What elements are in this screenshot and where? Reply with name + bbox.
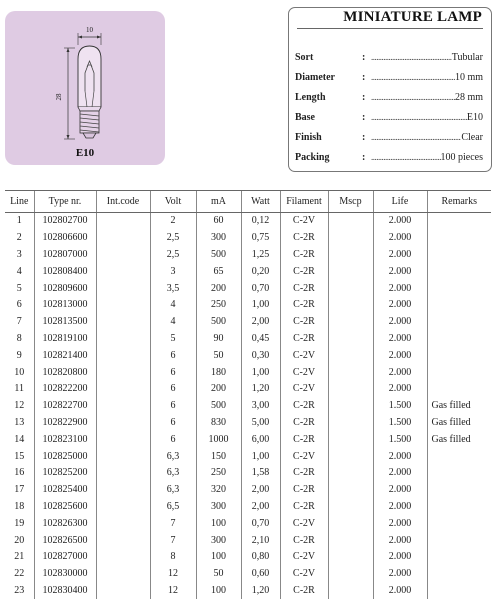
cell-line: 17 — [14, 484, 25, 496]
cell-int-code — [96, 448, 150, 465]
cell-type-nr: 102807000 — [34, 247, 96, 264]
cell-filament: C-2R — [280, 415, 328, 432]
cell-int-code — [96, 263, 150, 280]
cell-mscp — [328, 532, 373, 549]
table-row — [5, 247, 491, 264]
spec-key: Base — [295, 112, 315, 123]
cell-type-nr: 102813000 — [34, 297, 96, 314]
cell-mscp — [328, 415, 373, 432]
cell-ma: 300 — [196, 532, 241, 549]
cell-mscp — [328, 431, 373, 448]
cell-line: 12 — [14, 400, 25, 412]
cell-line: 7 — [16, 316, 22, 328]
cell-type-nr: 102825600 — [34, 499, 96, 516]
cell-mscp — [328, 297, 373, 314]
cell-life: 2.000 — [373, 314, 427, 331]
cell-volt: 3 — [150, 263, 196, 280]
cell-remarks — [427, 247, 491, 264]
spec-value: 100 pieces — [440, 152, 483, 163]
cell-remarks — [427, 448, 491, 465]
cell-mscp — [328, 515, 373, 532]
title-divider — [297, 28, 483, 29]
cell-mscp — [328, 499, 373, 516]
table-row — [5, 583, 491, 600]
cell-volt: 4 — [150, 314, 196, 331]
cell-watt: 2,00 — [241, 499, 280, 516]
cell-volt: 6 — [150, 398, 196, 415]
cell-watt: 0,75 — [241, 230, 280, 247]
table-row — [5, 549, 491, 566]
spec-row-sort: Sort : ..... Tubular — [295, 52, 483, 66]
cell-life: 1.500 — [373, 431, 427, 448]
cell-life: 2.000 — [373, 247, 427, 264]
cell-mscp — [328, 566, 373, 583]
cell-remarks — [427, 331, 491, 348]
cell-remarks — [427, 297, 491, 314]
cell-life: 2.000 — [373, 381, 427, 398]
cell-watt: 1,00 — [241, 297, 280, 314]
cell-life: 2.000 — [373, 566, 427, 583]
cell-line: 22 — [14, 568, 25, 580]
base-type-label: E10 — [75, 147, 95, 159]
cell-filament: C-2V — [280, 448, 328, 465]
cell-line: 15 — [14, 450, 25, 462]
cell-int-code — [96, 482, 150, 499]
product-title: MINIATURE LAMP — [343, 9, 482, 25]
cell-line: 19 — [14, 517, 25, 529]
column-header: Life — [373, 191, 427, 213]
cell-watt: 1,00 — [241, 448, 280, 465]
cell-life: 2.000 — [373, 263, 427, 280]
cell-volt: 3,5 — [150, 280, 196, 297]
spec-value: 10 mm — [454, 72, 483, 83]
cell-type-nr: 102822700 — [34, 398, 96, 415]
column-header: Volt — [150, 191, 196, 213]
table-row — [5, 398, 491, 415]
cell-ma: 500 — [196, 398, 241, 415]
cell-volt: 2,5 — [150, 247, 196, 264]
cell-remarks: Gas filled — [427, 415, 491, 432]
cell-volt: 2,5 — [150, 230, 196, 247]
cell-filament: C-2R — [280, 297, 328, 314]
spec-row-diameter: Diameter : ..... 10 mm — [295, 72, 483, 86]
cell-mscp — [328, 213, 373, 230]
column-header: Watt — [241, 191, 280, 213]
cell-int-code — [96, 381, 150, 398]
cell-remarks — [427, 347, 491, 364]
width-dimension: 10 — [86, 26, 93, 34]
cell-filament: C-2V — [280, 566, 328, 583]
spec-value: Tubular — [451, 52, 483, 63]
spec-key: Length — [295, 92, 326, 103]
cell-mscp — [328, 448, 373, 465]
cell-line: 1 — [16, 215, 22, 227]
cell-filament: C-2R — [280, 431, 328, 448]
table-row — [5, 347, 491, 364]
cell-volt: 8 — [150, 549, 196, 566]
cell-watt: 5,00 — [241, 415, 280, 432]
cell-life: 2.000 — [373, 549, 427, 566]
cell-line: 23 — [14, 584, 25, 596]
cell-volt: 6,3 — [150, 482, 196, 499]
cell-mscp — [328, 280, 373, 297]
cell-line: 4 — [16, 265, 22, 277]
cell-volt: 6,3 — [150, 465, 196, 482]
cell-ma: 830 — [196, 415, 241, 432]
cell-volt: 7 — [150, 515, 196, 532]
cell-int-code — [96, 465, 150, 482]
cell-filament: C-2R — [280, 398, 328, 415]
cell-life: 2.000 — [373, 230, 427, 247]
cell-remarks — [427, 314, 491, 331]
cell-filament: C-2R — [280, 247, 328, 264]
cell-volt: 4 — [150, 297, 196, 314]
cell-ma: 90 — [196, 331, 241, 348]
table-row — [5, 297, 491, 314]
cell-int-code — [96, 213, 150, 230]
spec-row-length: Length : ..... 28 mm — [295, 92, 483, 106]
cell-filament: C-2R — [280, 583, 328, 600]
cell-line: 9 — [16, 349, 22, 361]
cell-volt: 6,5 — [150, 499, 196, 516]
cell-type-nr: 102821400 — [34, 347, 96, 364]
cell-ma: 65 — [196, 263, 241, 280]
cell-remarks — [427, 549, 491, 566]
table-row — [5, 515, 491, 532]
cell-volt: 6 — [150, 415, 196, 432]
cell-volt: 6 — [150, 381, 196, 398]
cell-filament: C-2R — [280, 482, 328, 499]
cell-type-nr: 102822900 — [34, 415, 96, 432]
table-row — [5, 448, 491, 465]
cell-life: 2.000 — [373, 499, 427, 516]
cell-int-code — [96, 583, 150, 600]
cell-life: 2.000 — [373, 448, 427, 465]
cell-watt: 0,20 — [241, 263, 280, 280]
cell-ma: 180 — [196, 364, 241, 381]
cell-watt: 6,00 — [241, 431, 280, 448]
cell-type-nr: 102802700 — [34, 213, 96, 230]
cell-life: 2.000 — [373, 280, 427, 297]
cell-type-nr: 102830400 — [34, 583, 96, 600]
cell-int-code — [96, 247, 150, 264]
cell-type-nr: 102823100 — [34, 431, 96, 448]
cell-filament: C-2R — [280, 465, 328, 482]
cell-line: 14 — [14, 433, 25, 445]
cell-ma: 150 — [196, 448, 241, 465]
cell-remarks — [427, 515, 491, 532]
cell-watt: 0,70 — [241, 515, 280, 532]
spec-key: Finish — [295, 132, 322, 143]
cell-watt: 0,70 — [241, 280, 280, 297]
cell-line: 3 — [16, 248, 22, 260]
cell-life: 2.000 — [373, 347, 427, 364]
cell-remarks — [427, 381, 491, 398]
cell-mscp — [328, 314, 373, 331]
cell-filament: C-2V — [280, 549, 328, 566]
cell-type-nr: 102819100 — [34, 331, 96, 348]
column-header: Mscp — [328, 191, 373, 213]
cell-remarks — [427, 364, 491, 381]
cell-filament: C-2R — [280, 230, 328, 247]
cell-int-code — [96, 549, 150, 566]
cell-ma: 300 — [196, 230, 241, 247]
table-row — [5, 230, 491, 247]
table-row — [5, 213, 491, 230]
cell-int-code — [96, 398, 150, 415]
cell-volt: 6,3 — [150, 448, 196, 465]
cell-ma: 100 — [196, 515, 241, 532]
cell-type-nr: 102827000 — [34, 549, 96, 566]
cell-watt: 0,45 — [241, 331, 280, 348]
table-body — [5, 213, 491, 600]
cell-ma: 250 — [196, 465, 241, 482]
cell-mscp — [328, 381, 373, 398]
cell-line: 5 — [16, 282, 22, 294]
table-row — [5, 482, 491, 499]
cell-line: 21 — [14, 551, 25, 563]
cell-remarks — [427, 213, 491, 230]
cell-ma: 500 — [196, 247, 241, 264]
spec-value: E10 — [466, 112, 483, 123]
spec-row-packing: Packing : ..... 100 pieces — [295, 152, 483, 166]
spec-card — [288, 7, 492, 172]
cell-watt: 2,00 — [241, 314, 280, 331]
cell-int-code — [96, 566, 150, 583]
spec-key: Diameter — [295, 72, 335, 83]
cell-life: 2.000 — [373, 532, 427, 549]
cell-filament: C-2V — [280, 347, 328, 364]
cell-type-nr: 102809600 — [34, 280, 96, 297]
cell-volt: 6 — [150, 431, 196, 448]
cell-remarks: Gas filled — [427, 398, 491, 415]
cell-life: 2.000 — [373, 331, 427, 348]
cell-line: 20 — [14, 534, 25, 546]
cell-filament: C-2R — [280, 331, 328, 348]
height-dimension: 28 — [55, 93, 63, 101]
cell-int-code — [96, 431, 150, 448]
cell-watt: 0,30 — [241, 347, 280, 364]
cell-int-code — [96, 331, 150, 348]
cell-type-nr: 102826500 — [34, 532, 96, 549]
cell-remarks — [427, 263, 491, 280]
cell-ma: 200 — [196, 381, 241, 398]
cell-type-nr: 102813500 — [34, 314, 96, 331]
cell-watt: 2,10 — [241, 532, 280, 549]
cell-remarks: Gas filled — [427, 431, 491, 448]
cell-mscp — [328, 247, 373, 264]
spec-value: Clear — [461, 132, 483, 143]
cell-type-nr: 102830000 — [34, 566, 96, 583]
cell-volt: 6 — [150, 347, 196, 364]
cell-ma: 100 — [196, 549, 241, 566]
cell-int-code — [96, 515, 150, 532]
cell-volt: 5 — [150, 331, 196, 348]
cell-remarks — [427, 566, 491, 583]
cell-filament: C-2R — [280, 499, 328, 516]
cell-watt: 1,20 — [241, 381, 280, 398]
table-row — [5, 465, 491, 482]
cell-mscp — [328, 263, 373, 280]
table-row — [5, 331, 491, 348]
cell-volt: 12 — [150, 566, 196, 583]
cell-filament: C-2R — [280, 532, 328, 549]
cell-life: 2.000 — [373, 465, 427, 482]
lamp-diagram-panel — [5, 11, 165, 165]
cell-line: 6 — [16, 299, 22, 311]
cell-ma: 320 — [196, 482, 241, 499]
cell-remarks — [427, 583, 491, 600]
lamp-specs-table — [5, 190, 491, 599]
table-row — [5, 280, 491, 297]
table-header-row — [5, 191, 491, 213]
spec-row-base: Base : ..... E10 — [295, 112, 483, 126]
cell-remarks — [427, 499, 491, 516]
table-row — [5, 364, 491, 381]
cell-filament: C-2R — [280, 263, 328, 280]
cell-ma: 500 — [196, 314, 241, 331]
cell-filament: C-2V — [280, 364, 328, 381]
cell-life: 1.500 — [373, 398, 427, 415]
table-row — [5, 499, 491, 516]
cell-remarks — [427, 532, 491, 549]
cell-line: 10 — [14, 366, 25, 378]
column-header: mA — [196, 191, 241, 213]
cell-line: 11 — [14, 383, 25, 395]
cell-ma: 300 — [196, 499, 241, 516]
cell-watt: 3,00 — [241, 398, 280, 415]
cell-watt: 0,12 — [241, 213, 280, 230]
spec-row-finish: Finish : ..... Clear — [295, 132, 483, 146]
cell-mscp — [328, 583, 373, 600]
cell-line: 13 — [14, 416, 25, 428]
cell-ma: 1000 — [196, 431, 241, 448]
cell-int-code — [96, 499, 150, 516]
cell-filament: C-2V — [280, 213, 328, 230]
cell-int-code — [96, 347, 150, 364]
cell-ma: 50 — [196, 566, 241, 583]
cell-life: 2.000 — [373, 213, 427, 230]
cell-watt: 1,58 — [241, 465, 280, 482]
cell-ma: 60 — [196, 213, 241, 230]
cell-filament: C-2V — [280, 381, 328, 398]
cell-int-code — [96, 364, 150, 381]
cell-watt: 1,20 — [241, 583, 280, 600]
cell-int-code — [96, 314, 150, 331]
cell-mscp — [328, 331, 373, 348]
cell-int-code — [96, 280, 150, 297]
cell-line: 2 — [16, 232, 22, 244]
cell-life: 2.000 — [373, 297, 427, 314]
cell-life: 2.000 — [373, 364, 427, 381]
cell-watt: 1,25 — [241, 247, 280, 264]
table-row — [5, 381, 491, 398]
cell-life: 2.000 — [373, 583, 427, 600]
cell-mscp — [328, 230, 373, 247]
column-header: Type nr. — [34, 191, 96, 213]
cell-line: 16 — [14, 467, 25, 479]
cell-watt: 0,60 — [241, 566, 280, 583]
column-header: Line — [5, 191, 34, 213]
table-row — [5, 415, 491, 432]
column-header: Int.code — [96, 191, 150, 213]
cell-ma: 100 — [196, 583, 241, 600]
cell-mscp — [328, 364, 373, 381]
cell-remarks — [427, 482, 491, 499]
spec-key: Packing — [295, 152, 330, 163]
cell-type-nr: 102825400 — [34, 482, 96, 499]
table-row — [5, 263, 491, 280]
table-row — [5, 566, 491, 583]
cell-filament: C-2R — [280, 314, 328, 331]
cell-type-nr: 102808400 — [34, 263, 96, 280]
cell-filament: C-2R — [280, 280, 328, 297]
table-row — [5, 532, 491, 549]
cell-life: 1.500 — [373, 415, 427, 432]
cell-ma: 200 — [196, 280, 241, 297]
cell-mscp — [328, 549, 373, 566]
cell-watt: 2,00 — [241, 482, 280, 499]
cell-volt: 12 — [150, 583, 196, 600]
table-row — [5, 314, 491, 331]
cell-int-code — [96, 415, 150, 432]
spec-key: Sort — [295, 52, 314, 63]
cell-volt: 2 — [150, 213, 196, 230]
cell-type-nr: 102806600 — [34, 230, 96, 247]
cell-mscp — [328, 347, 373, 364]
cell-int-code — [96, 532, 150, 549]
cell-filament: C-2V — [280, 515, 328, 532]
cell-remarks — [427, 280, 491, 297]
cell-life: 2.000 — [373, 515, 427, 532]
cell-watt: 1,00 — [241, 364, 280, 381]
cell-volt: 7 — [150, 532, 196, 549]
cell-life: 2.000 — [373, 482, 427, 499]
cell-type-nr: 102825000 — [34, 448, 96, 465]
cell-int-code — [96, 297, 150, 314]
column-header: Filament — [280, 191, 328, 213]
cell-watt: 0,80 — [241, 549, 280, 566]
cell-mscp — [328, 465, 373, 482]
cell-ma: 250 — [196, 297, 241, 314]
table-row — [5, 431, 491, 448]
cell-int-code — [96, 230, 150, 247]
cell-mscp — [328, 482, 373, 499]
cell-type-nr: 102825200 — [34, 465, 96, 482]
cell-line: 8 — [16, 332, 22, 344]
cell-type-nr: 102826300 — [34, 515, 96, 532]
spec-value: 28 mm — [454, 92, 483, 103]
cell-ma: 50 — [196, 347, 241, 364]
cell-volt: 6 — [150, 364, 196, 381]
cell-type-nr: 102822200 — [34, 381, 96, 398]
cell-remarks — [427, 230, 491, 247]
cell-mscp — [328, 398, 373, 415]
column-header: Remarks — [427, 191, 491, 213]
cell-remarks — [427, 465, 491, 482]
cell-line: 18 — [14, 500, 25, 512]
cell-type-nr: 102820800 — [34, 364, 96, 381]
lamp-drawing — [5, 11, 165, 165]
